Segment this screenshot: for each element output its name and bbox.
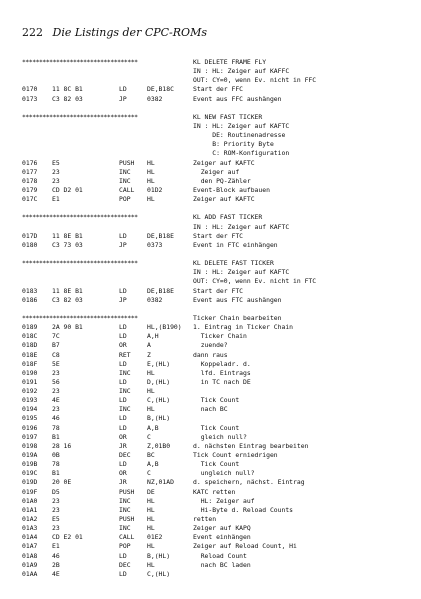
line-comment: Tick Count erniedrigen [193,451,278,460]
line-operand: C,(HL) [147,396,171,405]
line-mnemonic: LD [119,323,127,332]
line-comment: Event einhängen [193,533,251,542]
line-comment: KL DELETE FAST TICKER [193,259,274,268]
line-comment: KL ADD FAST TICKER [193,213,263,222]
line-address: 0178 [22,176,38,185]
line-hex-bytes: 23 [52,505,60,514]
line-address: 0192 [22,387,38,396]
line-comment: Ticker Chain bearbeiten [193,313,282,322]
line-mnemonic: DEC [119,451,131,460]
line-operand: DE,B18C [147,85,174,94]
line-comment: OUT: CY=0, wenn Ev. nicht in FFC [193,76,317,85]
line-hex-bytes: 23 [52,176,60,185]
line-comment: 1. Eintrag in Ticker Chain [193,323,294,332]
line-operand: HL [147,496,155,505]
line-hex-bytes: CD E2 01 [52,533,83,542]
line-operand: B,(HL) [147,551,171,560]
line-address: 019F [22,487,38,496]
separator-stars: ********************************** [22,112,138,121]
line-operand: A [147,341,151,350]
line-hex-bytes: E1 [52,542,60,551]
line-operand: A,B [147,460,159,469]
line-hex-bytes: 23 [52,524,60,533]
line-mnemonic: OR [119,432,127,441]
line-operand: DE,B18E [147,286,174,295]
line-operand: HL,(B190) [147,323,182,332]
line-hex-bytes: 23 [52,368,60,377]
line-address: 0179 [22,185,38,194]
line-mnemonic: INC [119,176,131,185]
line-comment: Reload Count [193,551,247,560]
line-mnemonic: PUSH [119,487,135,496]
line-hex-bytes: 0B [52,451,60,460]
line-address: 018C [22,332,38,341]
line-operand: HL [147,505,155,514]
line-address: 019A [22,451,38,460]
line-hex-bytes: C3 82 03 [52,295,83,304]
line-mnemonic: OR [119,469,127,478]
line-comment: Ticker Chain [193,332,247,341]
line-address: 0196 [22,423,38,432]
line-address: 0195 [22,414,38,423]
line-address: 0194 [22,405,38,414]
line-hex-bytes: 2B [52,560,60,569]
line-comment: d. speichern, nächst. Eintrag [193,478,305,487]
line-hex-bytes: B1 [52,469,60,478]
line-mnemonic: PUSH [119,158,135,167]
line-comment: nach BC [193,405,228,414]
line-hex-bytes: E5 [52,158,60,167]
line-hex-bytes: 11 8C B1 [52,85,83,94]
line-comment: Zeiger auf KAPQ [193,524,251,533]
line-address: 018E [22,350,38,359]
line-address: 01A3 [22,524,38,533]
line-hex-bytes: C3 82 03 [52,94,83,103]
line-address: 0197 [22,432,38,441]
line-mnemonic: DEC [119,560,131,569]
line-operand: HL [147,167,155,176]
line-hex-bytes: E1 [52,195,60,204]
line-operand: DE,B18E [147,231,174,240]
line-operand: HL [147,542,155,551]
line-comment: Start der FFC [193,85,244,94]
line-hex-bytes: 11 8E B1 [52,286,83,295]
line-address: 01A0 [22,496,38,505]
line-comment: dann raus [193,350,228,359]
line-comment: B: Priority Byte [193,140,274,149]
line-address: 019B [22,460,38,469]
line-comment: Event aus FTC aushängen [193,295,282,304]
line-comment: nach BC laden [193,560,251,569]
line-hex-bytes: 2A 90 B1 [52,323,83,332]
line-address: 018D [22,341,38,350]
line-mnemonic: INC [119,167,131,176]
line-address: 01A2 [22,515,38,524]
line-mnemonic: LD [119,332,127,341]
line-mnemonic: LD [119,377,127,386]
line-comment: IN : HL: Zeiger auf KAFTC [193,121,290,130]
line-mnemonic: LD [119,286,127,295]
line-comment: KL DELETE FRAME FLY [193,58,267,66]
line-mnemonic: LD [119,460,127,469]
line-mnemonic: INC [119,505,131,514]
line-hex-bytes: 4E [52,569,60,578]
line-operand: HL [147,387,155,396]
line-mnemonic: INC [119,387,131,396]
line-address: 0190 [22,368,38,377]
line-mnemonic: JR [119,478,127,487]
line-address: 0183 [22,286,38,295]
line-operand: C [147,469,151,478]
line-mnemonic: LD [119,569,127,578]
line-operand: HL [147,176,155,185]
line-address: 01A9 [22,560,38,569]
separator-stars: ********************************** [22,313,138,322]
line-mnemonic: INC [119,405,131,414]
line-comment: Koppeladr. d. [193,359,251,368]
line-address: 017C [22,195,38,204]
line-comment: OUT: CY=0, wenn Ev. nicht in FTC [193,277,317,286]
line-operand: B,(HL) [147,414,171,423]
line-mnemonic: INC [119,524,131,533]
line-address: 01AA [22,569,38,578]
line-operand: 01E2 [147,533,163,542]
line-hex-bytes: C3 73 03 [52,240,83,249]
line-operand: HL [147,158,155,167]
line-mnemonic: LD [119,414,127,423]
line-operand: 0382 [147,94,163,103]
line-comment: Event aus FFC aushängen [193,94,282,103]
line-operand: C [147,432,151,441]
line-hex-bytes: 46 [52,414,60,423]
line-comment: lfd. Eintrags [193,368,251,377]
line-comment: Event-Block aufbauen [193,185,270,194]
page-header [22,26,207,39]
line-hex-bytes: 23 [52,496,60,505]
line-address: 0177 [22,167,38,176]
line-comment: DE: Routinenadresse [193,131,286,140]
line-address: 01A4 [22,533,38,542]
line-hex-bytes: 56 [52,377,60,386]
line-mnemonic: INC [119,496,131,505]
line-mnemonic: LD [119,423,127,432]
line-comment: Zeiger auf KAFTC [193,158,255,167]
line-comment: IN : HL: Zeiger auf KAFTC [193,222,290,231]
line-operand: DE [147,487,155,496]
line-operand: C,(HL) [147,569,171,578]
line-operand: 0373 [147,240,163,249]
line-comment: IN : HL: Zeiger auf KAFTC [193,268,290,277]
line-comment: Tick Count [193,423,240,432]
line-operand: HL [147,368,155,377]
line-comment: Hi-Byte d. Reload Counts [193,505,294,514]
line-mnemonic: JP [119,295,127,304]
line-mnemonic: LD [119,551,127,560]
line-comment: Tick Count [193,460,240,469]
line-address: 0198 [22,441,38,450]
line-hex-bytes: 23 [52,387,60,396]
line-address: 019C [22,469,38,478]
line-address: 01A8 [22,551,38,560]
line-address: 018F [22,359,38,368]
line-mnemonic: OR [119,341,127,350]
line-address: 0173 [22,94,38,103]
separator-stars: ********************************** [22,259,138,268]
line-mnemonic: LD [119,359,127,368]
line-mnemonic: JR [119,441,127,450]
line-comment: gleich null? [193,432,247,441]
line-hex-bytes: 7C [52,332,60,341]
line-address: 0193 [22,396,38,405]
line-mnemonic: CALL [119,185,135,194]
line-comment: IN : HL: Zeiger auf KAFFC [193,67,290,76]
line-address: 019D [22,478,38,487]
line-operand: 01D2 [147,185,163,194]
line-hex-bytes: 4E [52,396,60,405]
line-comment: HL: Zeiger auf [193,496,255,505]
line-comment: Zeiger auf Reload Count, Hi [193,542,297,551]
line-comment: retten [193,515,217,524]
line-comment: d. nächsten Eintrag bearbeiten [193,441,309,450]
line-hex-bytes: 5E [52,359,60,368]
line-mnemonic: LD [119,85,127,94]
line-mnemonic: JP [119,240,127,249]
line-hex-bytes: 23 [52,405,60,414]
line-comment: ungleich null? [193,469,255,478]
line-hex-bytes: 28 16 [52,441,72,450]
line-operand: Z,01B0 [147,441,171,450]
line-operand: NZ,01AD [147,478,174,487]
line-address: 0170 [22,85,38,94]
line-comment: Start der FTC [193,286,244,295]
line-hex-bytes: E5 [52,515,60,524]
line-mnemonic: LD [119,231,127,240]
line-mnemonic: JP [119,94,127,103]
line-mnemonic: INC [119,368,131,377]
page-title: Die Listings der CPC-ROMs [52,26,207,39]
line-operand: HL [147,515,155,524]
line-operand: D,(HL) [147,377,171,386]
line-comment: Zeiger auf [193,167,240,176]
line-hex-bytes: 23 [52,167,60,176]
line-hex-bytes: 11 8E B1 [52,231,83,240]
line-address: 0176 [22,158,38,167]
line-comment: Start der FTC [193,231,244,240]
line-address: 0191 [22,377,38,386]
line-operand: HL [147,195,155,204]
line-address: 017D [22,231,38,240]
line-hex-bytes: 20 0E [52,478,72,487]
line-hex-bytes: 46 [52,551,60,560]
line-address: 0180 [22,240,38,249]
line-comment: Zeiger auf KAFTC [193,195,255,204]
line-comment: Event in FTC einhängen [193,240,278,249]
line-hex-bytes: C8 [52,350,60,359]
line-operand: 0382 [147,295,163,304]
line-operand: HL [147,560,155,569]
line-operand: E,(HL) [147,359,171,368]
separator-stars: ********************************** [22,213,138,222]
line-hex-bytes: D5 [52,487,60,496]
line-hex-bytes: CD D2 01 [52,185,83,194]
line-mnemonic: PUSH [119,515,135,524]
line-operand: HL [147,524,155,533]
line-operand: BC [147,451,155,460]
line-comment: Tick Count [193,396,240,405]
line-hex-bytes: B1 [52,432,60,441]
line-mnemonic: CALL [119,533,135,542]
line-mnemonic: RET [119,350,131,359]
line-address: 01A7 [22,542,38,551]
line-comment: zuende? [193,341,228,350]
line-mnemonic: POP [119,195,131,204]
line-operand: A,H [147,332,159,341]
line-hex-bytes: 78 [52,423,60,432]
line-operand: Z [147,350,151,359]
line-hex-bytes: 78 [52,460,60,469]
separator-stars: ********************************** [22,58,138,66]
line-comment: den PQ-Zähler [193,176,251,185]
line-operand: A,B [147,423,159,432]
line-mnemonic: POP [119,542,131,551]
line-address: 01A1 [22,505,38,514]
line-hex-bytes: B7 [52,341,60,350]
line-address: 0186 [22,295,38,304]
line-mnemonic: LD [119,396,127,405]
line-address: 0189 [22,323,38,332]
line-comment: KATC retten [193,487,236,496]
line-comment: in TC nach DE [193,377,251,386]
line-comment: C: ROM-Konfiguration [193,149,290,158]
line-operand: HL [147,405,155,414]
page-number: 222 [22,26,43,39]
line-comment: KL NEW FAST TICKER [193,112,263,121]
